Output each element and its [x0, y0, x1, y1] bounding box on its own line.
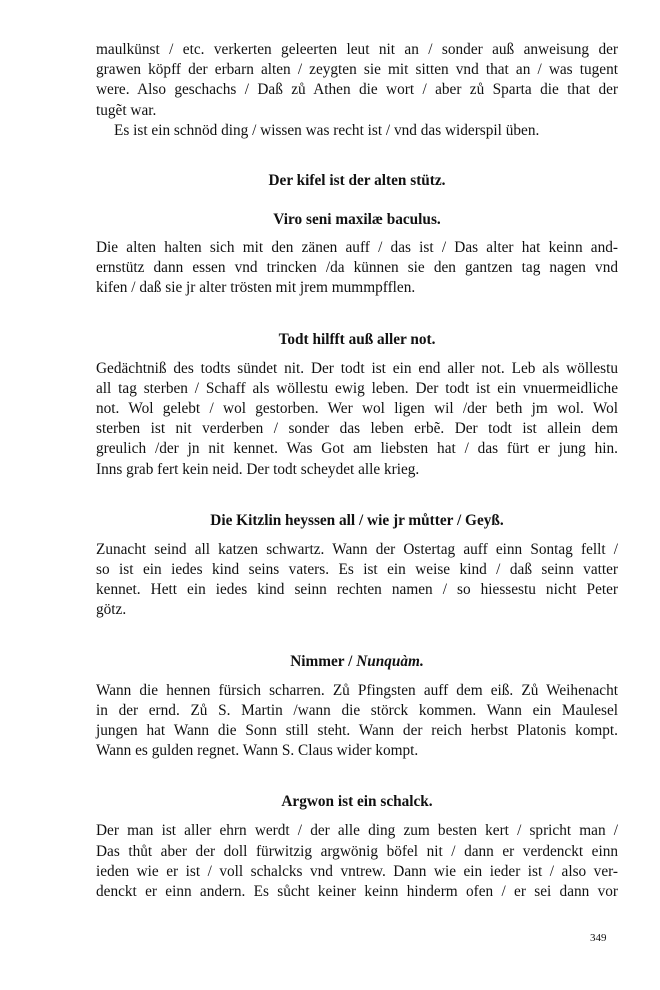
- text-line: ernstütz dann essen vnd trincken /da künnen sie den gantzen tag nagen vnd: [96, 259, 618, 277]
- text-line: jungen hat Wann die Sonn still steht. Wann der reich herbst Platonis kompt.: [96, 722, 618, 740]
- text-line: were. Also geschachs / Daß zů Athen die wort / aber zů Sparta die that der: [96, 81, 618, 99]
- text-line: denckt er einn andern. Es sůcht keiner keinn hinderm ofen / er sei dann vor: [96, 883, 618, 901]
- section-heading: Todt hilfft auß aller not.: [278, 330, 436, 348]
- text-line: in der ernd. Zů S. Martin /wann die störck kommen. Wann ein Maulesel: [96, 701, 618, 719]
- section-heading: Der kifel ist der alten stütz.: [268, 172, 446, 190]
- heading-text: Nimmer /: [290, 652, 357, 670]
- section-paragraph: [96, 681, 618, 762]
- text-line: Gedächtniß des todts sündet nit. Der todt ist ein end aller not. Leb als wöllestu: [96, 359, 618, 377]
- section-subheading: Viro seni maxilæ baculus.: [273, 211, 441, 229]
- text-line: sterben ist nit verderben / sonder das leben erbẽ. Der todt ist allein dem: [96, 420, 618, 438]
- text-line: grawen köpff der erbarn alten / zeygten sie mit sitten vnd that an / was tugent: [96, 61, 618, 79]
- text-line: all tag sterben / Schaff als wöllestu ewig leben. Der todt ist ein vnuermeidliche: [96, 379, 618, 397]
- text-line: maulkünst / etc. verkerten geleerten leut nit an / sonder auß anweisung der: [96, 41, 618, 58]
- section-heading: [96, 652, 618, 672]
- text-line: Inns grab fert kein neid. Der todt scheydet alle krieg.: [96, 460, 420, 478]
- text-line: Der man ist aller ehrn werdt / der alle ding zum besten kert / spricht man /: [96, 822, 618, 840]
- closing-sentence: Es ist ein schnöd ding / wissen was recht ist / vnd das widerspil üben.: [114, 121, 540, 139]
- text-line: Wann die hennen fürsich scharren. Zů Pfingsten auff dem eiß. Zů Weihenacht: [96, 681, 618, 699]
- section-heading: Die Kitzlin heyssen all / wie jr můtter / Geyß.: [210, 511, 504, 529]
- text-line: so ist ein iedes kind seins vaters. Es ist ein weise kind / daß seinn vatter: [96, 561, 618, 579]
- text-line: kennet. Hett ein iedes kind seinn rechten namen / so hiessestu nicht Peter: [96, 581, 618, 599]
- text-line: tugẽt war.: [96, 101, 157, 119]
- section-paragraph: [96, 821, 618, 902]
- text-line: Die alten halten sich mit den zänen auff / das ist / Das alter hat keinn and-: [96, 239, 618, 257]
- page-number: 349: [590, 932, 607, 944]
- section-paragraph: [96, 238, 618, 299]
- heading-italic-text: Nunquàm.: [356, 652, 424, 670]
- text-line: Zunacht seind all katzen schwartz. Wann der Ostertag auff einn Sontag fellt /: [96, 540, 618, 558]
- section-paragraph: [96, 359, 618, 480]
- text-line: greulich /der jn nit kennet. Was Got am liebsten hat / das fürt er jung hin.: [96, 440, 618, 458]
- page-body: [96, 40, 618, 902]
- text-line: Wann es gulden regnet. Wann S. Claus wider kompt.: [96, 742, 419, 760]
- text-line: not. Wol gelebt / wol gestorben. Wer wol ligen wil /der beth jm wol. Wol: [96, 400, 618, 418]
- section-heading: Argwon ist ein schalck.: [281, 793, 433, 811]
- section-paragraph: [96, 540, 618, 621]
- text-line: kifen / daß sie jr alter trösten mit jrem mummpfflen.: [96, 279, 416, 297]
- intro-paragraph: [96, 40, 618, 121]
- text-line: götz.: [96, 601, 127, 619]
- text-line: ieden wie er ist / voll schalcks vnd vntrew. Dann wie ein ieder ist / also ver-: [96, 862, 618, 880]
- text-line: Das thůt aber der doll fürwitzig argwönig böfel nit / dann er verdenckt einn: [96, 842, 618, 860]
